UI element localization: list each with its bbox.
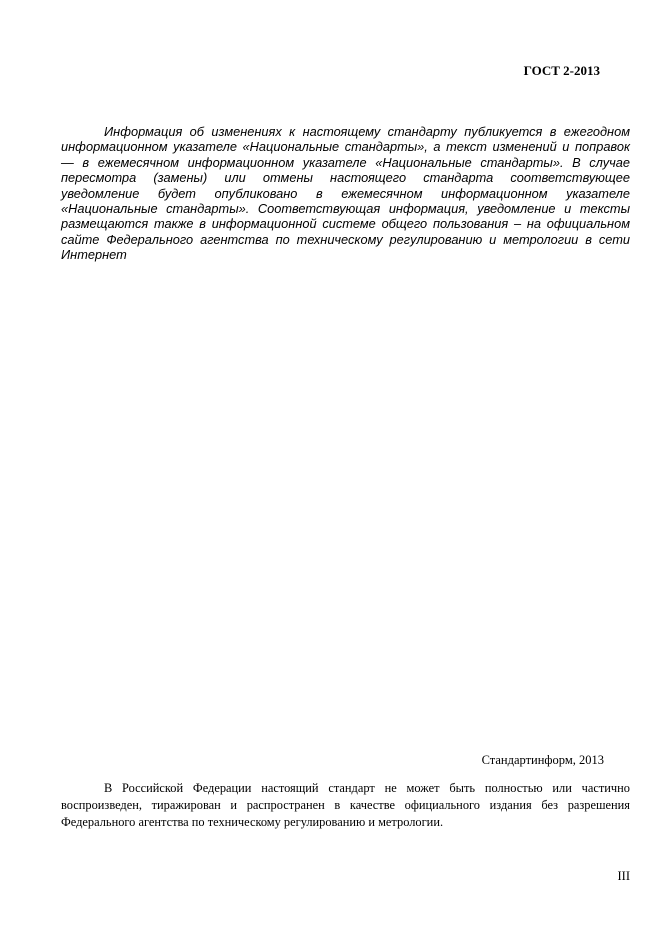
amendments-notice: Информация об изменениях к настоящему стандарту публикуется в ежегодном информационном указателе «Национальные стандарты», а текст изменений и поправок — в ежемесячном информационном указателе «Национальные стандарты». В случае пересмотра (замены) или отмены настоящего стандарта соответствующее уведомление будет опубликовано в ежемесячном информационном указателе «Национальные стандарты». Соответствующая информация, уведомление и тексты размещаются также в информационной системе общего пользования – на официальном сайте Федерального агентства по техническому регулированию и метрологии в сети Интернет — [61, 124, 630, 263]
publisher-line: Стандартинформ, 2013 — [481, 753, 604, 767]
page-number: III — [617, 869, 630, 883]
document-code: ГОСТ 2-2013 — [523, 63, 600, 78]
copyright-notice: В Российской Федерации настоящий стандарт не может быть полностью или частично воспроизведен, тиражирован и распространен в качестве официального издания без разрешения Федерального агентства по техническому регулированию и метрологии. — [61, 781, 630, 829]
